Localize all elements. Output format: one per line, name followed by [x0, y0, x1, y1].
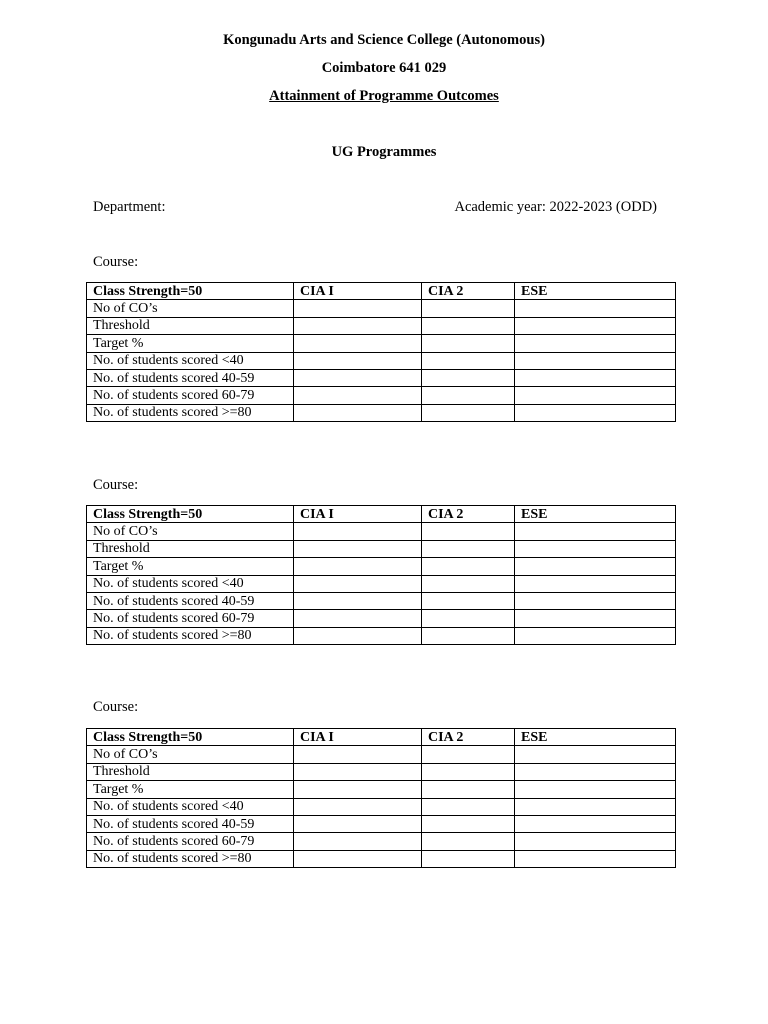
cell-ese[interactable]: [515, 317, 676, 334]
table-row: [87, 387, 676, 404]
cell-cia-2[interactable]: [422, 781, 515, 798]
cell-ese[interactable]: [515, 763, 676, 780]
cell-ese[interactable]: [515, 610, 676, 627]
course-label-2: Course:: [93, 477, 139, 493]
cell-cia-2[interactable]: [422, 627, 515, 644]
cell-cia-2[interactable]: [422, 387, 515, 404]
cell-ese[interactable]: [515, 523, 676, 540]
course-label-1: Course:: [93, 254, 139, 270]
cell-ese[interactable]: [515, 540, 676, 557]
cell-cia-2[interactable]: [422, 815, 515, 832]
cell-cia-1[interactable]: [294, 387, 422, 404]
table-row: [87, 335, 676, 352]
cell-ese[interactable]: [515, 404, 676, 421]
table-row: [87, 610, 676, 627]
row-label: No of CO’s: [87, 746, 294, 763]
cell-cia-1[interactable]: [294, 833, 422, 850]
cell-ese[interactable]: [515, 300, 676, 317]
cell-cia-2[interactable]: [422, 300, 515, 317]
header-ese: ESE: [515, 283, 676, 300]
row-label: Target %: [87, 781, 294, 798]
header-ese: ESE: [515, 506, 676, 523]
document-title-text: Attainment of Programme Outcomes: [269, 88, 499, 104]
cell-cia-1[interactable]: [294, 558, 422, 575]
cell-cia-2[interactable]: [422, 317, 515, 334]
row-label: Threshold: [87, 540, 294, 557]
header-cia-1: CIA I: [294, 729, 422, 746]
table-row: [87, 404, 676, 421]
table-row: [87, 781, 676, 798]
table-row: [87, 627, 676, 644]
department-label: Department:: [93, 199, 166, 215]
row-label: No. of students scored 60-79: [87, 833, 294, 850]
cell-ese[interactable]: [515, 352, 676, 369]
cell-cia-1[interactable]: [294, 404, 422, 421]
cell-cia-1[interactable]: [294, 798, 422, 815]
header-class-strength: Class Strength=50: [87, 729, 294, 746]
row-label: No. of students scored >=80: [87, 404, 294, 421]
cell-cia-2[interactable]: [422, 798, 515, 815]
table-row: [87, 798, 676, 815]
cell-ese[interactable]: [515, 833, 676, 850]
row-label: No. of students scored >=80: [87, 850, 294, 867]
college-city: Coimbatore 641 029: [321, 60, 447, 76]
table-row: [87, 815, 676, 832]
cell-ese[interactable]: [515, 815, 676, 832]
cell-ese[interactable]: [515, 592, 676, 609]
attainment-table-2: [86, 505, 676, 645]
cell-cia-1[interactable]: [294, 352, 422, 369]
academic-year: Academic year: 2022-2023 (ODD): [454, 199, 657, 215]
row-label: No. of students scored 60-79: [87, 610, 294, 627]
cell-ese[interactable]: [515, 558, 676, 575]
cell-cia-2[interactable]: [422, 369, 515, 386]
row-label: No. of students scored <40: [87, 352, 294, 369]
cell-cia-1[interactable]: [294, 300, 422, 317]
table-row: [87, 540, 676, 557]
cell-cia-2[interactable]: [422, 833, 515, 850]
cell-ese[interactable]: [515, 575, 676, 592]
row-label: No. of students scored 40-59: [87, 592, 294, 609]
cell-cia-2[interactable]: [422, 523, 515, 540]
row-label: No. of students scored 40-59: [87, 815, 294, 832]
table-row: [87, 833, 676, 850]
header-class-strength: Class Strength=50: [87, 506, 294, 523]
table-row: [87, 317, 676, 334]
row-label: No. of students scored <40: [87, 798, 294, 815]
row-label: Target %: [87, 558, 294, 575]
header-cia-2: CIA 2: [422, 729, 515, 746]
row-label: No of CO’s: [87, 523, 294, 540]
cell-ese[interactable]: [515, 335, 676, 352]
cell-cia-1[interactable]: [294, 540, 422, 557]
header-cia-2: CIA 2: [422, 283, 515, 300]
table-row: [87, 558, 676, 575]
row-label: No of CO’s: [87, 300, 294, 317]
table-row: [87, 352, 676, 369]
cell-cia-2[interactable]: [422, 540, 515, 557]
table-header-row: [87, 283, 676, 300]
row-label: No. of students scored 60-79: [87, 387, 294, 404]
cell-ese[interactable]: [515, 798, 676, 815]
document-title: [0, 88, 768, 105]
row-label: No. of students scored <40: [87, 575, 294, 592]
header-cia-1: CIA I: [294, 283, 422, 300]
attainment-table-3: [86, 728, 676, 868]
cell-cia-2[interactable]: [422, 746, 515, 763]
cell-cia-1[interactable]: [294, 523, 422, 540]
table-row: [87, 850, 676, 867]
table-header-row: [87, 506, 676, 523]
header-class-strength: Class Strength=50: [87, 283, 294, 300]
cell-cia-2[interactable]: [422, 558, 515, 575]
row-label: No. of students scored 40-59: [87, 369, 294, 386]
cell-ese[interactable]: [515, 387, 676, 404]
table-row: [87, 592, 676, 609]
cell-cia-1[interactable]: [294, 850, 422, 867]
cell-cia-1[interactable]: [294, 815, 422, 832]
cell-cia-2[interactable]: [422, 610, 515, 627]
row-label: No. of students scored >=80: [87, 627, 294, 644]
cell-cia-2[interactable]: [422, 404, 515, 421]
cell-ese[interactable]: [515, 781, 676, 798]
table-row: [87, 523, 676, 540]
table-header-row: [87, 729, 676, 746]
cell-cia-1[interactable]: [294, 317, 422, 334]
cell-cia-1[interactable]: [294, 746, 422, 763]
row-label: Threshold: [87, 763, 294, 780]
cell-cia-2[interactable]: [422, 335, 515, 352]
cell-cia-1[interactable]: [294, 627, 422, 644]
cell-cia-1[interactable]: [294, 335, 422, 352]
table-row: [87, 369, 676, 386]
course-label-3: Course:: [93, 699, 139, 715]
row-label: Target %: [87, 335, 294, 352]
cell-cia-2[interactable]: [422, 592, 515, 609]
header-cia-1: CIA I: [294, 506, 422, 523]
cell-cia-1[interactable]: [294, 781, 422, 798]
cell-cia-1[interactable]: [294, 763, 422, 780]
table-row: [87, 746, 676, 763]
header-cia-2: CIA 2: [422, 506, 515, 523]
cell-cia-2[interactable]: [422, 763, 515, 780]
cell-cia-2[interactable]: [422, 352, 515, 369]
table-row: [87, 763, 676, 780]
college-name: Kongunadu Arts and Science College (Autonomous): [223, 32, 545, 48]
table-row: [87, 575, 676, 592]
cell-cia-2[interactable]: [422, 850, 515, 867]
cell-ese[interactable]: [515, 627, 676, 644]
cell-cia-2[interactable]: [422, 575, 515, 592]
cell-cia-1[interactable]: [294, 575, 422, 592]
table-row: [87, 300, 676, 317]
row-label: Threshold: [87, 317, 294, 334]
cell-cia-1[interactable]: [294, 369, 422, 386]
cell-ese[interactable]: [515, 746, 676, 763]
programme-heading: UG Programmes: [331, 144, 437, 160]
cell-cia-1[interactable]: [294, 592, 422, 609]
attainment-table-1: [86, 282, 676, 422]
cell-cia-1[interactable]: [294, 610, 422, 627]
cell-ese[interactable]: [515, 369, 676, 386]
cell-ese[interactable]: [515, 850, 676, 867]
header-ese: ESE: [515, 729, 676, 746]
